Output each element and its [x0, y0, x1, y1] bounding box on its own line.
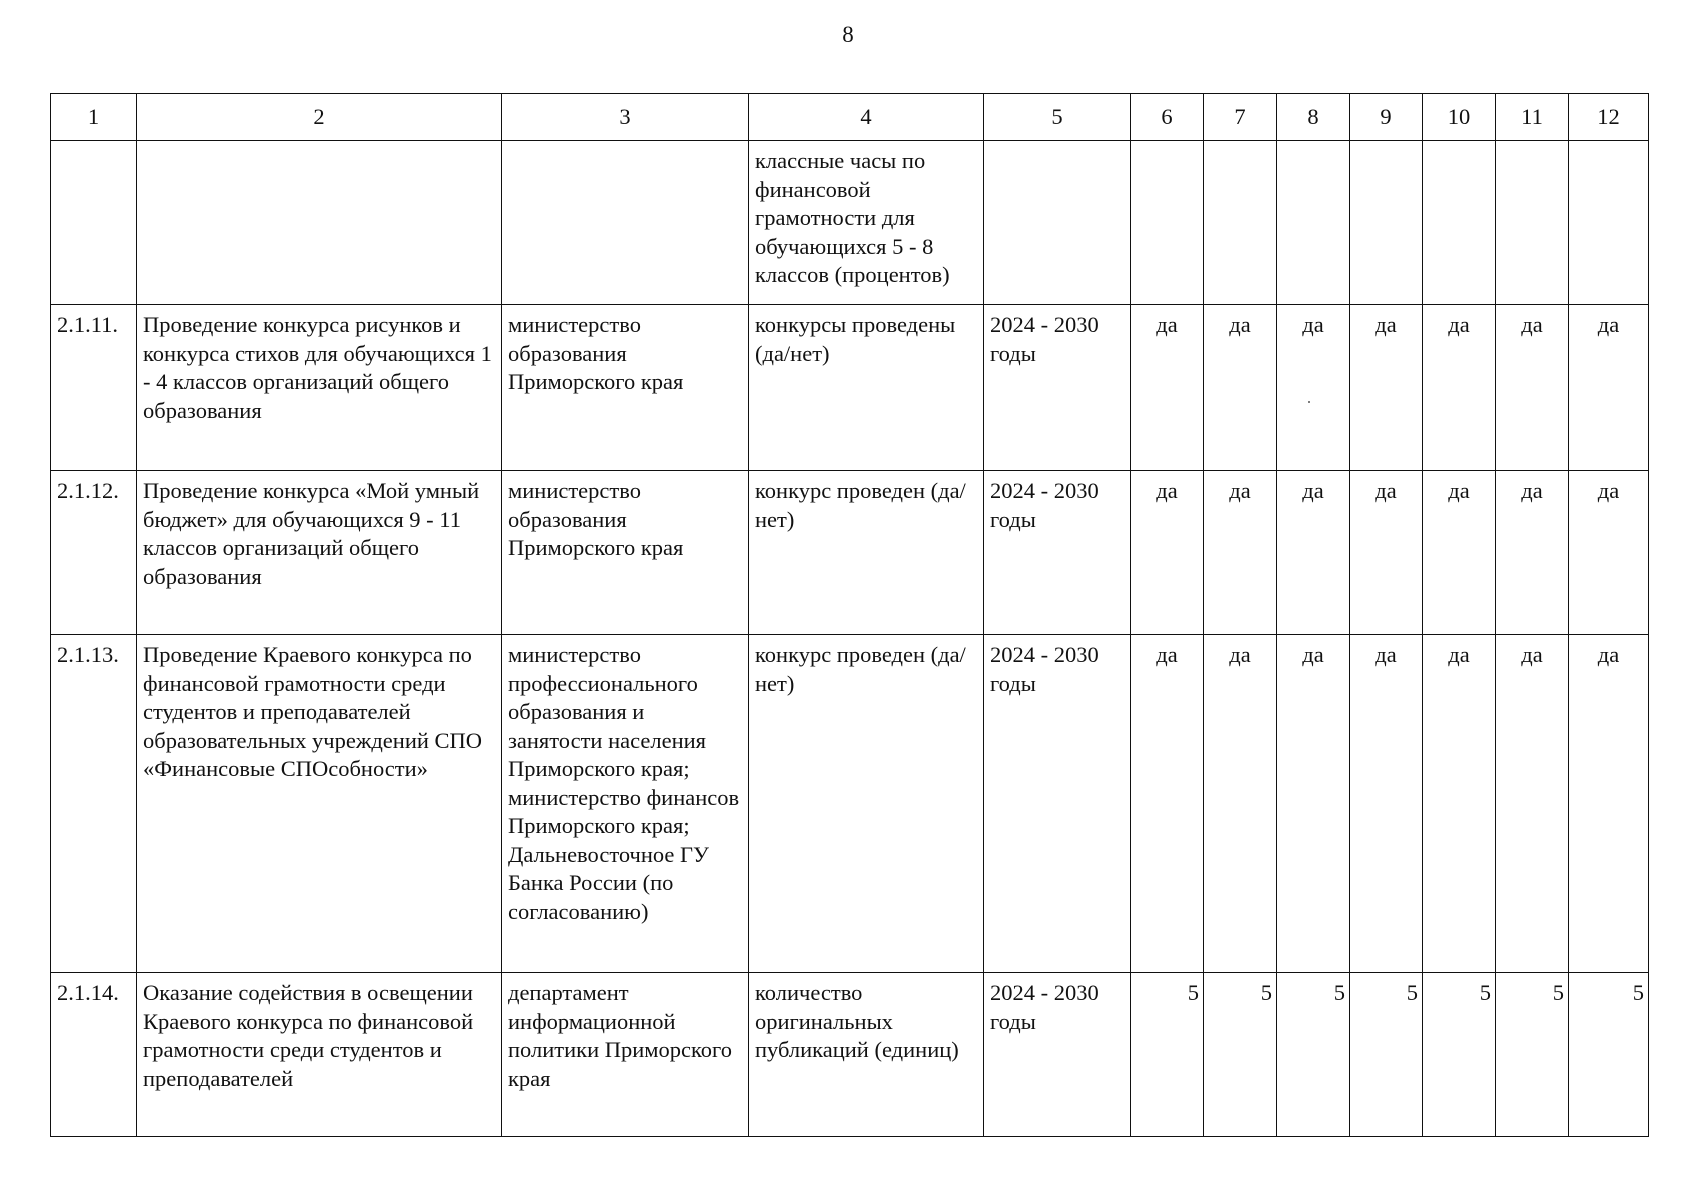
value-cell: да: [1131, 635, 1204, 973]
executor-cell: министерство образования Приморского края: [502, 471, 749, 635]
period-cell: 2024 - 2030 годы: [984, 305, 1131, 471]
value-cell: да: [1204, 471, 1277, 635]
row-number: [51, 141, 137, 305]
executor-cell: департамент информационной политики Приморского края: [502, 973, 749, 1137]
table-row: [51, 973, 1649, 1137]
value-cell: [1423, 141, 1496, 305]
column-header: 1: [51, 94, 137, 141]
executor-cell: [502, 141, 749, 305]
value-cell: 5: [1496, 973, 1569, 1137]
value-cell: да: [1423, 305, 1496, 471]
value-cell: да: [1204, 305, 1277, 471]
value-cell: да: [1496, 635, 1569, 973]
value-cell: 5: [1131, 973, 1204, 1137]
activity-cell: Проведение конкурса «Мой умный бюджет» для обучающихся 9 - 11 классов организаций общего образования: [137, 471, 502, 635]
indicator-cell: конкурс проведен (да/нет): [749, 635, 984, 973]
column-header: 4: [749, 94, 984, 141]
column-header: 2: [137, 94, 502, 141]
row-number: 2.1.11.: [51, 305, 137, 471]
column-header: 9: [1350, 94, 1423, 141]
value-cell: [1569, 141, 1649, 305]
period-cell: 2024 - 2030 годы: [984, 973, 1131, 1137]
value-cell: да: [1277, 305, 1350, 471]
value-cell: да: [1350, 471, 1423, 635]
value-cell: [1496, 141, 1569, 305]
row-number: 2.1.13.: [51, 635, 137, 973]
value-cell: да: [1131, 305, 1204, 471]
value-cell: да: [1277, 635, 1350, 973]
value-cell: 5: [1277, 973, 1350, 1137]
value-cell: [1350, 141, 1423, 305]
value-cell: да: [1423, 635, 1496, 973]
activity-cell: Проведение конкурса рисунков и конкурса стихов для обучающихся 1 - 4 классов организаций общего образования: [137, 305, 502, 471]
column-header: 10: [1423, 94, 1496, 141]
table-row: [51, 305, 1649, 471]
value-cell: да: [1277, 471, 1350, 635]
value-cell: 5: [1423, 973, 1496, 1137]
value-cell: 5: [1204, 973, 1277, 1137]
scan-speck: [1308, 401, 1310, 403]
activities-table: [50, 93, 1649, 1137]
row-number: 2.1.14.: [51, 973, 137, 1137]
activity-cell: [137, 141, 502, 305]
value-cell: [1131, 141, 1204, 305]
value-cell: да: [1569, 471, 1649, 635]
column-header: 8: [1277, 94, 1350, 141]
activity-cell: Оказание содействия в освещении Краевого конкурса по финансовой грамотности среди студентов и преподавателей: [137, 973, 502, 1137]
activity-cell: Проведение Краевого конкурса по финансовой грамотности среди студентов и преподавателей образовательных учреждений СПО «Финансовые СПОсобности»: [137, 635, 502, 973]
value-cell: [1277, 141, 1350, 305]
executor-cell: министерство профессионального образования и занятости населения Приморского края; министерство финансов Приморского края; Дальневосточное ГУ Банка России (по согласованию): [502, 635, 749, 973]
indicator-cell: конкурс проведен (да/нет): [749, 471, 984, 635]
indicator-cell: количество оригинальных публикаций (единиц): [749, 973, 984, 1137]
value-cell: да: [1204, 635, 1277, 973]
table-row: [51, 635, 1649, 973]
indicator-cell: классные часы по финансовой грамотности для обучающихся 5 - 8 классов (процентов): [749, 141, 984, 305]
table-row: [51, 471, 1649, 635]
period-cell: 2024 - 2030 годы: [984, 635, 1131, 973]
executor-cell: министерство образования Приморского края: [502, 305, 749, 471]
value-cell: да: [1423, 471, 1496, 635]
indicator-cell: конкурсы проведены (да/нет): [749, 305, 984, 471]
column-header: 3: [502, 94, 749, 141]
value-cell: да: [1496, 471, 1569, 635]
value-cell: да: [1569, 305, 1649, 471]
column-header: 5: [984, 94, 1131, 141]
row-number: 2.1.12.: [51, 471, 137, 635]
column-header: 6: [1131, 94, 1204, 141]
column-header: 7: [1204, 94, 1277, 141]
page-number: 8: [842, 22, 854, 47]
value-cell: [1204, 141, 1277, 305]
column-header: 12: [1569, 94, 1649, 141]
value-cell: 5: [1350, 973, 1423, 1137]
value-cell: 5: [1569, 973, 1649, 1137]
value-cell: да: [1496, 305, 1569, 471]
value-cell: да: [1131, 471, 1204, 635]
table-row: [51, 141, 1649, 305]
header-row: [51, 94, 1649, 141]
period-cell: 2024 - 2030 годы: [984, 471, 1131, 635]
value-cell: да: [1350, 305, 1423, 471]
value-cell: да: [1569, 635, 1649, 973]
column-header: 11: [1496, 94, 1569, 141]
value-cell: да: [1350, 635, 1423, 973]
period-cell: [984, 141, 1131, 305]
